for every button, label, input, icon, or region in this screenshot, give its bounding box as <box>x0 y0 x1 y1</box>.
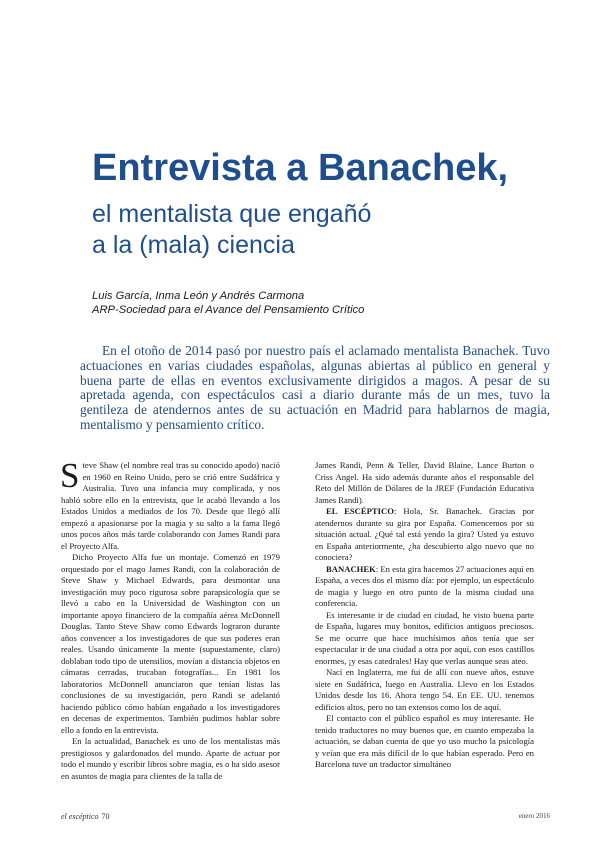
body-paragraph: En la actualidad, Banachek es uno de los mentalistas más prestigiosos y galardonados del mundo. Aparte de actuar por todo el mundo y escribir libros sobre magia, es o ha sido asesor en asuntos de magia para clientes de la talla de <box>61 736 280 781</box>
publication-name: el escéptico <box>61 812 99 821</box>
body-paragraph: James Randi, Penn & Teller, David Blaine, Lance Burton o Criss Angel. Ha sido además durante años el responsable del Reto del Millón de Dólares de la JREF (Fundación Educativa James Randi). <box>315 460 534 505</box>
body-paragraph: Es interesante ir de ciudad en ciudad, he visto buena parte de España, lugares muy bonitos, edificios antiguos preciosos. Se me ocurre que hace muchísimos años tenía que ser espectacular ir de una ciudad a otra por aquí, con esos castillos enormes, ¡y esas catedrales! Hay que verlas aunque seas ateo. <box>315 609 534 666</box>
lead-paragraph: En el otoño de 2014 pasó por nuestro país el aclamado mentalista Banachek. Tuvo actuaciones en varias ciudades españolas, algunas abiertas al público en general y buena parte de ellas en eventos exclusivamente dirigidos a magos. A pesar de su apretada agenda, con espectáculos casi a diario durante más de un mes, tuvo la gentileza de atendernos antes de su actuación en Madrid para hablarnos de magia, mentalismo y pensamiento crítico. <box>80 343 550 432</box>
body-paragraph: El contacto con el público español es muy interesante. He tenido traductores no muy buenos que, en cuanto empezaba la actuación, se daban cuenta de que yo uso mucho la psicología y veían que era más difícil de lo que habían esperado. Pero en Barcelona tuve un traductor simultáneo <box>315 713 534 770</box>
footer-publication <box>61 812 110 821</box>
author-block <box>92 289 364 317</box>
subtitle-line: a la (mala) ciencia <box>92 231 295 259</box>
footer-issue-date: enero 2016 <box>518 812 550 820</box>
speaker-label: BANACHEK <box>326 563 376 574</box>
question-text: : Hola, Sr. Banachek. Gracias por atendernos durante su gira por España. Comencemos por su situación actual. ¿Qué tal está yendo la gira? Usted ya estuvo en España anteriormente, ¿ha descubierto algo nuevo que no conociera? <box>315 506 534 563</box>
body-column-left <box>60 456 280 782</box>
speaker-label: EL ESCÉPTICO <box>326 506 394 517</box>
article-title: Entrevista a Banachek, <box>92 147 509 189</box>
subtitle-line: el mentalista que engañó <box>92 200 372 228</box>
drop-cap: S <box>60 456 80 495</box>
paragraph-text: teve Shaw (el nombre real tras su conocido apodo) nació en 1960 en Reino Unido, pero se crió entre Sudáfrica y Australia. Tuvo una infancia muy complicada, y nos habló sobre ello en la entrevista, que le acabó llevando a los Estados Unidos a mediados de los 70. Desde que llegó allí empezó a apasionarse por la magia y su salto a la fama llegó unos pocos años más tarde colaborando con James Randi para el Proyecto Alfa. <box>61 460 280 551</box>
body-paragraph <box>60 456 280 552</box>
page-number: 70 <box>101 812 110 821</box>
body-column-right <box>315 460 534 771</box>
answer-text: : En esta gira hacemos 27 actuaciones aquí en España, a veces dos el mismo día: por ejemplo, un espectáculo de magia y luego en otro punto de la misma ciudad una conferencia. <box>315 563 534 609</box>
interview-answer <box>315 564 534 610</box>
author-names: Luis García, Inma León y Andrés Carmona <box>92 290 305 302</box>
author-affiliation: ARP-Sociedad para el Avance del Pensamiento Crítico <box>92 304 365 316</box>
body-paragraph: Dicho Proyecto Alfa fue un montaje. Comenzó en 1979 orquestado por el mago James Randi, con la colaboración de Steve Shaw y Michael Edwards, para desmontar una investigación muy poco rigurosa sobre parapsicología que se llevó a cabo en la Universidad de Washington con un importante apoyo financiero de la compañía aérea McDonnell Douglas. Tanto Steve Shaw como Edwards lograron durante años convencer a los investigadores de que sus poderes eran reales. Usando únicamente la mente (supuestamente, claro) doblaban todo tipo de utensilios, movían a distancia objetos en cámaras cerradas, trucaban fotografías... En 1981 los laboratorios McDonnell anunciaron que tenían listas las conclusiones de su investigación, pero Randi se adelantó haciendo público cómo habían engañado a los investigadores en decenas de experimentos. También pudimos hablar sobre ello a fondo en la entrevista. <box>61 552 280 735</box>
body-paragraph: Nací en Inglaterra, me fui de allí con nueve años, estuve siete en Sudáfrica, luego en Australia. Llevo en los Estados Unidos desde los 16. Ahora tengo 54. En EE. UU. tenemos edificios altos, pero no tan extensos como los de aquí. <box>315 667 534 712</box>
article-subtitle <box>92 199 371 261</box>
interview-question <box>315 506 534 564</box>
